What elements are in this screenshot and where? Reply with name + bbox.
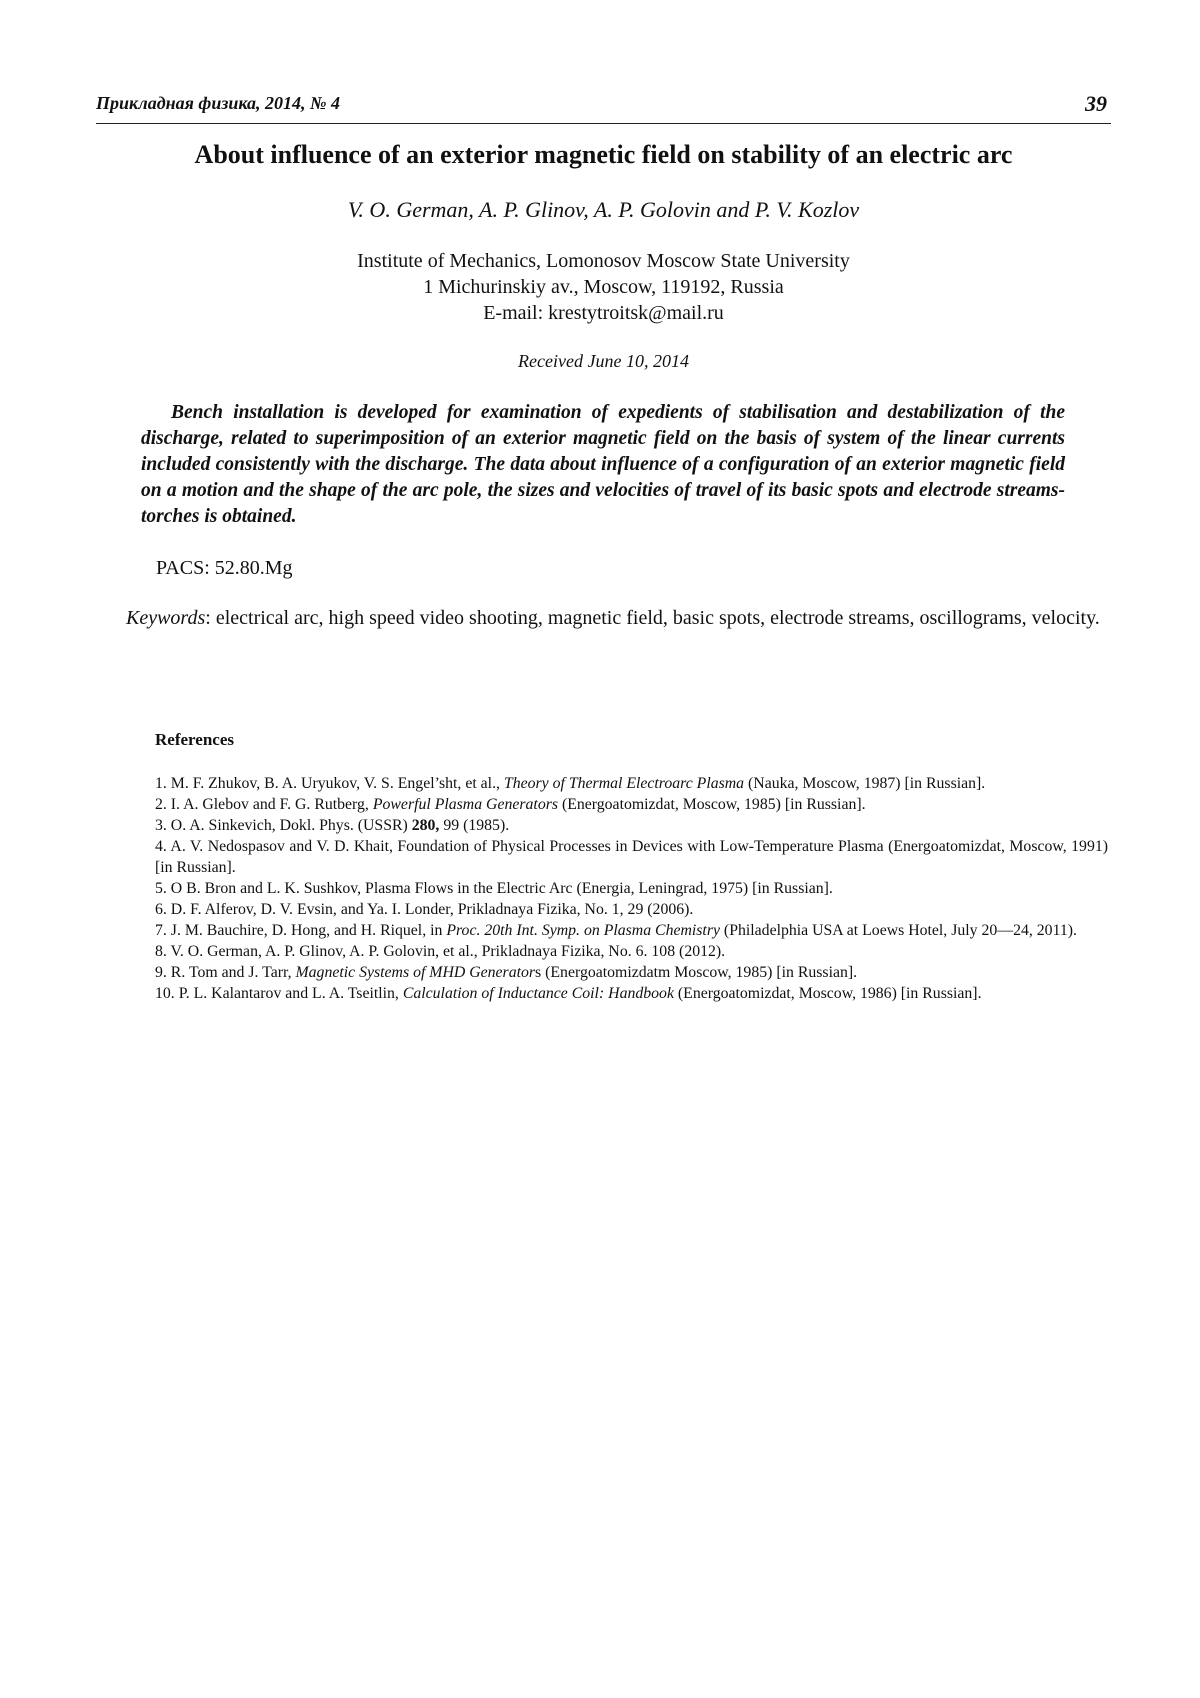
reference-item: 5. O B. Bron and L. K. Sushkov, Plasma Flows in the Electric Arc (Energia, Leningrad, 1975) [in Russian]. [155,880,833,897]
journal-name: Прикладная физика, 2014, № 4 [96,93,341,113]
affiliation-block [96,248,1111,326]
author-list: V. O. German, A. P. Glinov, A. P. Golovin and P. V. Kozlov [347,197,860,222]
reference-list [155,773,1108,1004]
institute-line: Institute of Mechanics, Lomonosov Moscow State University [357,250,850,272]
reference-item: 9. R. Tom and J. Tarr, Magnetic Systems of MHD Generators (Energoatomizdatm Moscow, 1985) [in Russian]. [155,964,858,981]
reference-item: 4. A. V. Nedospasov and V. D. Khait, Foundation of Physical Processes in Devices with Low-Temperature Plasma (Energoatomizdat, Moscow, 1991) [in Russian]. [155,838,1108,876]
reference-item: 10. P. L. Kalantarov and L. A. Tseitlin, Calculation of Inductance Coil: Handbook (Energoatomizdat, Moscow, 1986) [in Russian]. [155,985,982,1002]
reference-item: 7. J. M. Bauchire, D. Hong, and H. Riquel, in Proc. 20th Int. Symp. on Plasma Chemistry (Philadelphia USA at Loews Hotel, July 20—24, 2011). [155,922,1077,939]
reference-item: 3. O. A. Sinkevich, Dokl. Phys. (USSR) 280, 99 (1985). [155,817,510,834]
received-date: Received June 10, 2014 [518,351,689,371]
running-head [96,93,1111,123]
reference-item: 2. I. A. Glebov and F. G. Rutberg, Powerful Plasma Generators (Energoatomizdat, Moscow, 1985) [in Russian]. [155,796,866,813]
address-line: 1 Michurinskiy av., Moscow, 119192, Russia [423,276,784,298]
header-rule [96,123,1111,124]
keywords-text: : electrical arc, high speed video shooting, magnetic field, basic spots, electrode streams, oscillograms, velocity. [205,607,1100,629]
keywords-label: Keywords [126,607,206,629]
email-line: E-mail: krestytroitsk@mail.ru [483,302,724,324]
abstract: Bench installation is developed for examination of expedients of stabilisation and destabilization of the discharge, related to superimposition of an exterior magnetic field on the basis of system of the linear currents included consistently with the discharge. The data about influence of a configuration of an exterior magnetic field on a motion and the shape of the arc pole, the sizes and velocities of travel of its basic spots and electrode streams-torches is obtained. [141,402,1065,527]
references-heading: References [155,730,234,749]
pacs-code: PACS: 52.80.Mg [156,557,293,579]
article-title: About influence of an exterior magnetic field on stability of an electric arc [194,140,1013,169]
reference-item: 1. M. F. Zhukov, B. A. Uryukov, V. S. Engel’sht, et al., Theory of Thermal Electroarc Plasma (Nauka, Moscow, 1987) [in Russian]. [155,775,986,792]
reference-item: 8. V. O. German, A. P. Glinov, A. P. Golovin, et al., Prikladnaya Fizika, No. 6. 108 (2012). [155,943,726,960]
reference-item: 6. D. F. Alferov, D. V. Evsin, and Ya. I. Londer, Prikladnaya Fizika, No. 1, 29 (2006). [155,901,694,918]
page-number: 39 [1085,91,1107,116]
keywords [96,605,1111,632]
